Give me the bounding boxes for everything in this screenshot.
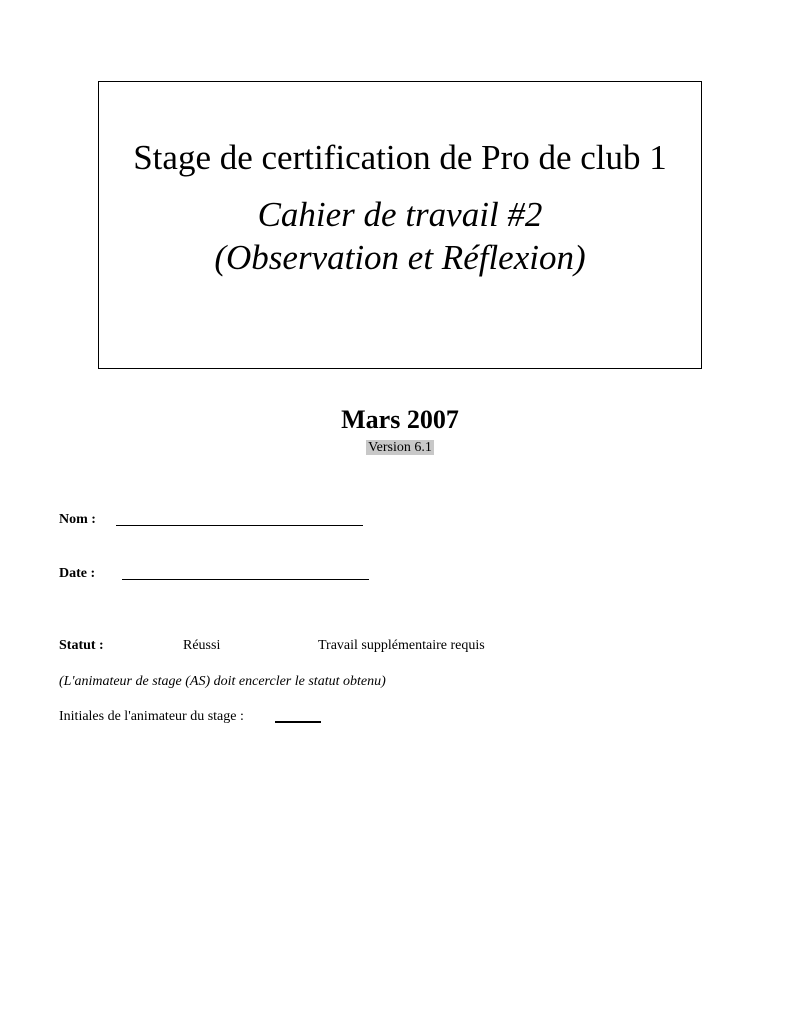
document-title: Stage de certification de Pro de club 1 bbox=[133, 138, 667, 177]
statut-instruction-note: (L'animateur de stage (AS) doit encercler le statut obtenu) bbox=[59, 674, 386, 689]
document-subtitle-line-1: Cahier de travail #2 bbox=[257, 195, 543, 234]
document-subtitle-line-2: (Observation et Réflexion) bbox=[214, 238, 586, 277]
statut-option-travail-supplementaire: Travail supplémentaire requis bbox=[318, 638, 485, 653]
date-heading: Mars 2007 bbox=[341, 405, 459, 434]
date-blank-line bbox=[122, 579, 369, 580]
statut-label: Statut : bbox=[59, 638, 104, 653]
initials-blank-line bbox=[275, 721, 321, 723]
version-label: Version 6.1 bbox=[368, 440, 432, 455]
nom-label: Nom : bbox=[59, 512, 96, 527]
version-wrapper bbox=[0, 439, 791, 457]
initials-label: Initiales de l'animateur du stage : bbox=[59, 709, 244, 724]
title-box bbox=[98, 81, 702, 369]
nom-blank-line bbox=[116, 525, 363, 526]
statut-option-reussi: Réussi bbox=[183, 638, 221, 653]
date-label: Date : bbox=[59, 566, 96, 581]
